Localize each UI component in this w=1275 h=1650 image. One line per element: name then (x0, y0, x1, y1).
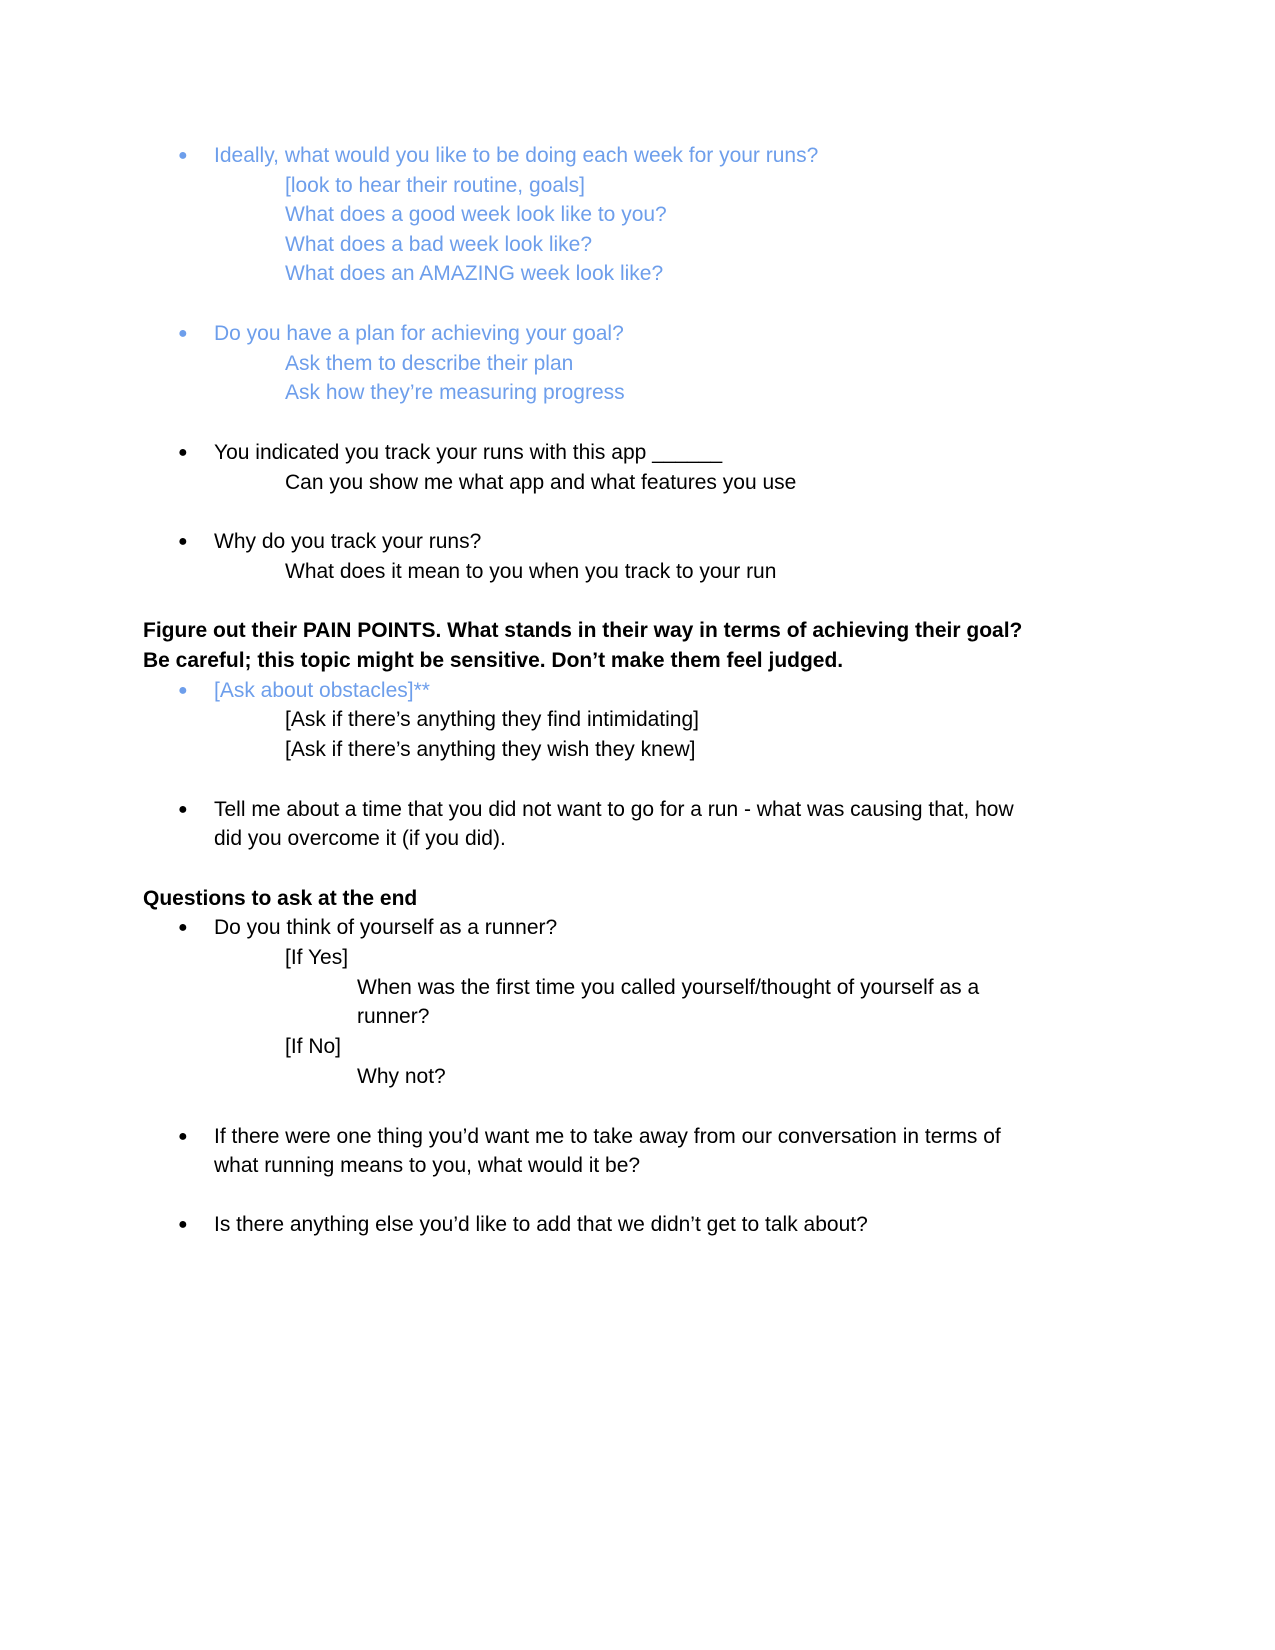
sub-prompt: What does it mean to you when you track to your run (285, 560, 777, 583)
sub-prompt: What does an AMAZING week look like? (285, 262, 664, 285)
sub-prompt: What does a bad week look like? (285, 233, 593, 256)
sub-prompt: [Ask if there’s anything they find intimidating] (285, 708, 700, 731)
bullet-icon: ● (178, 325, 188, 342)
section-heading-end-questions: Questions to ask at the end (143, 887, 418, 910)
question-track-app: You indicated you track your runs with this app ______ (214, 441, 723, 464)
question-plan: Do you have a plan for achieving your goal? (214, 322, 624, 345)
section-heading-pain-points-note: Be careful; this topic might be sensitive. Don’t make them feel judged. (143, 649, 844, 672)
bullet-icon: ● (178, 1128, 188, 1145)
question-why-track: Why do you track your runs? (214, 530, 482, 553)
branch-if-no: [If No] (285, 1035, 342, 1058)
question-runner-identity: Do you think of yourself as a runner? (214, 916, 558, 939)
question-takeaway-cont: what running means to you, what would it be? (214, 1154, 641, 1177)
bullet-icon: ● (178, 801, 188, 818)
question-did-not-run: Tell me about a time that you did not want to go for a run - what was causing that, how (214, 798, 1014, 821)
sub-prompt-cont: runner? (357, 1005, 430, 1028)
question-anything-else: Is there anything else you’d like to add that we didn’t get to talk about? (214, 1213, 868, 1236)
question-takeaway: If there were one thing you’d want me to take away from our conversation in terms of (214, 1125, 1001, 1148)
sub-prompt: When was the first time you called yourself/thought of yourself as a (357, 976, 980, 999)
bullet-icon: ● (178, 533, 188, 550)
bullet-icon: ● (178, 444, 188, 461)
sub-prompt: Ask how they’re measuring progress (285, 381, 625, 404)
sub-prompt: Can you show me what app and what features you use (285, 471, 797, 494)
sub-prompt: [look to hear their routine, goals] (285, 174, 586, 197)
section-heading-pain-points: Figure out their PAIN POINTS. What stands in their way in terms of achieving their goal? (143, 619, 1023, 642)
bullet-icon: ● (178, 1216, 188, 1233)
branch-if-yes: [If Yes] (285, 946, 349, 969)
sub-prompt: Ask them to describe their plan (285, 352, 574, 375)
question-weekly-runs: Ideally, what would you like to be doing each week for your runs? (214, 144, 819, 167)
bullet-icon: ● (178, 147, 188, 164)
question-did-not-run-cont: did you overcome it (if you did). (214, 827, 506, 850)
sub-prompt: What does a good week look like to you? (285, 203, 667, 226)
question-obstacles: [Ask about obstacles]** (214, 679, 430, 702)
sub-prompt: [Ask if there’s anything they wish they knew] (285, 738, 696, 761)
bullet-icon: ● (178, 919, 188, 936)
bullet-icon: ● (178, 682, 188, 699)
sub-prompt: Why not? (357, 1065, 446, 1088)
